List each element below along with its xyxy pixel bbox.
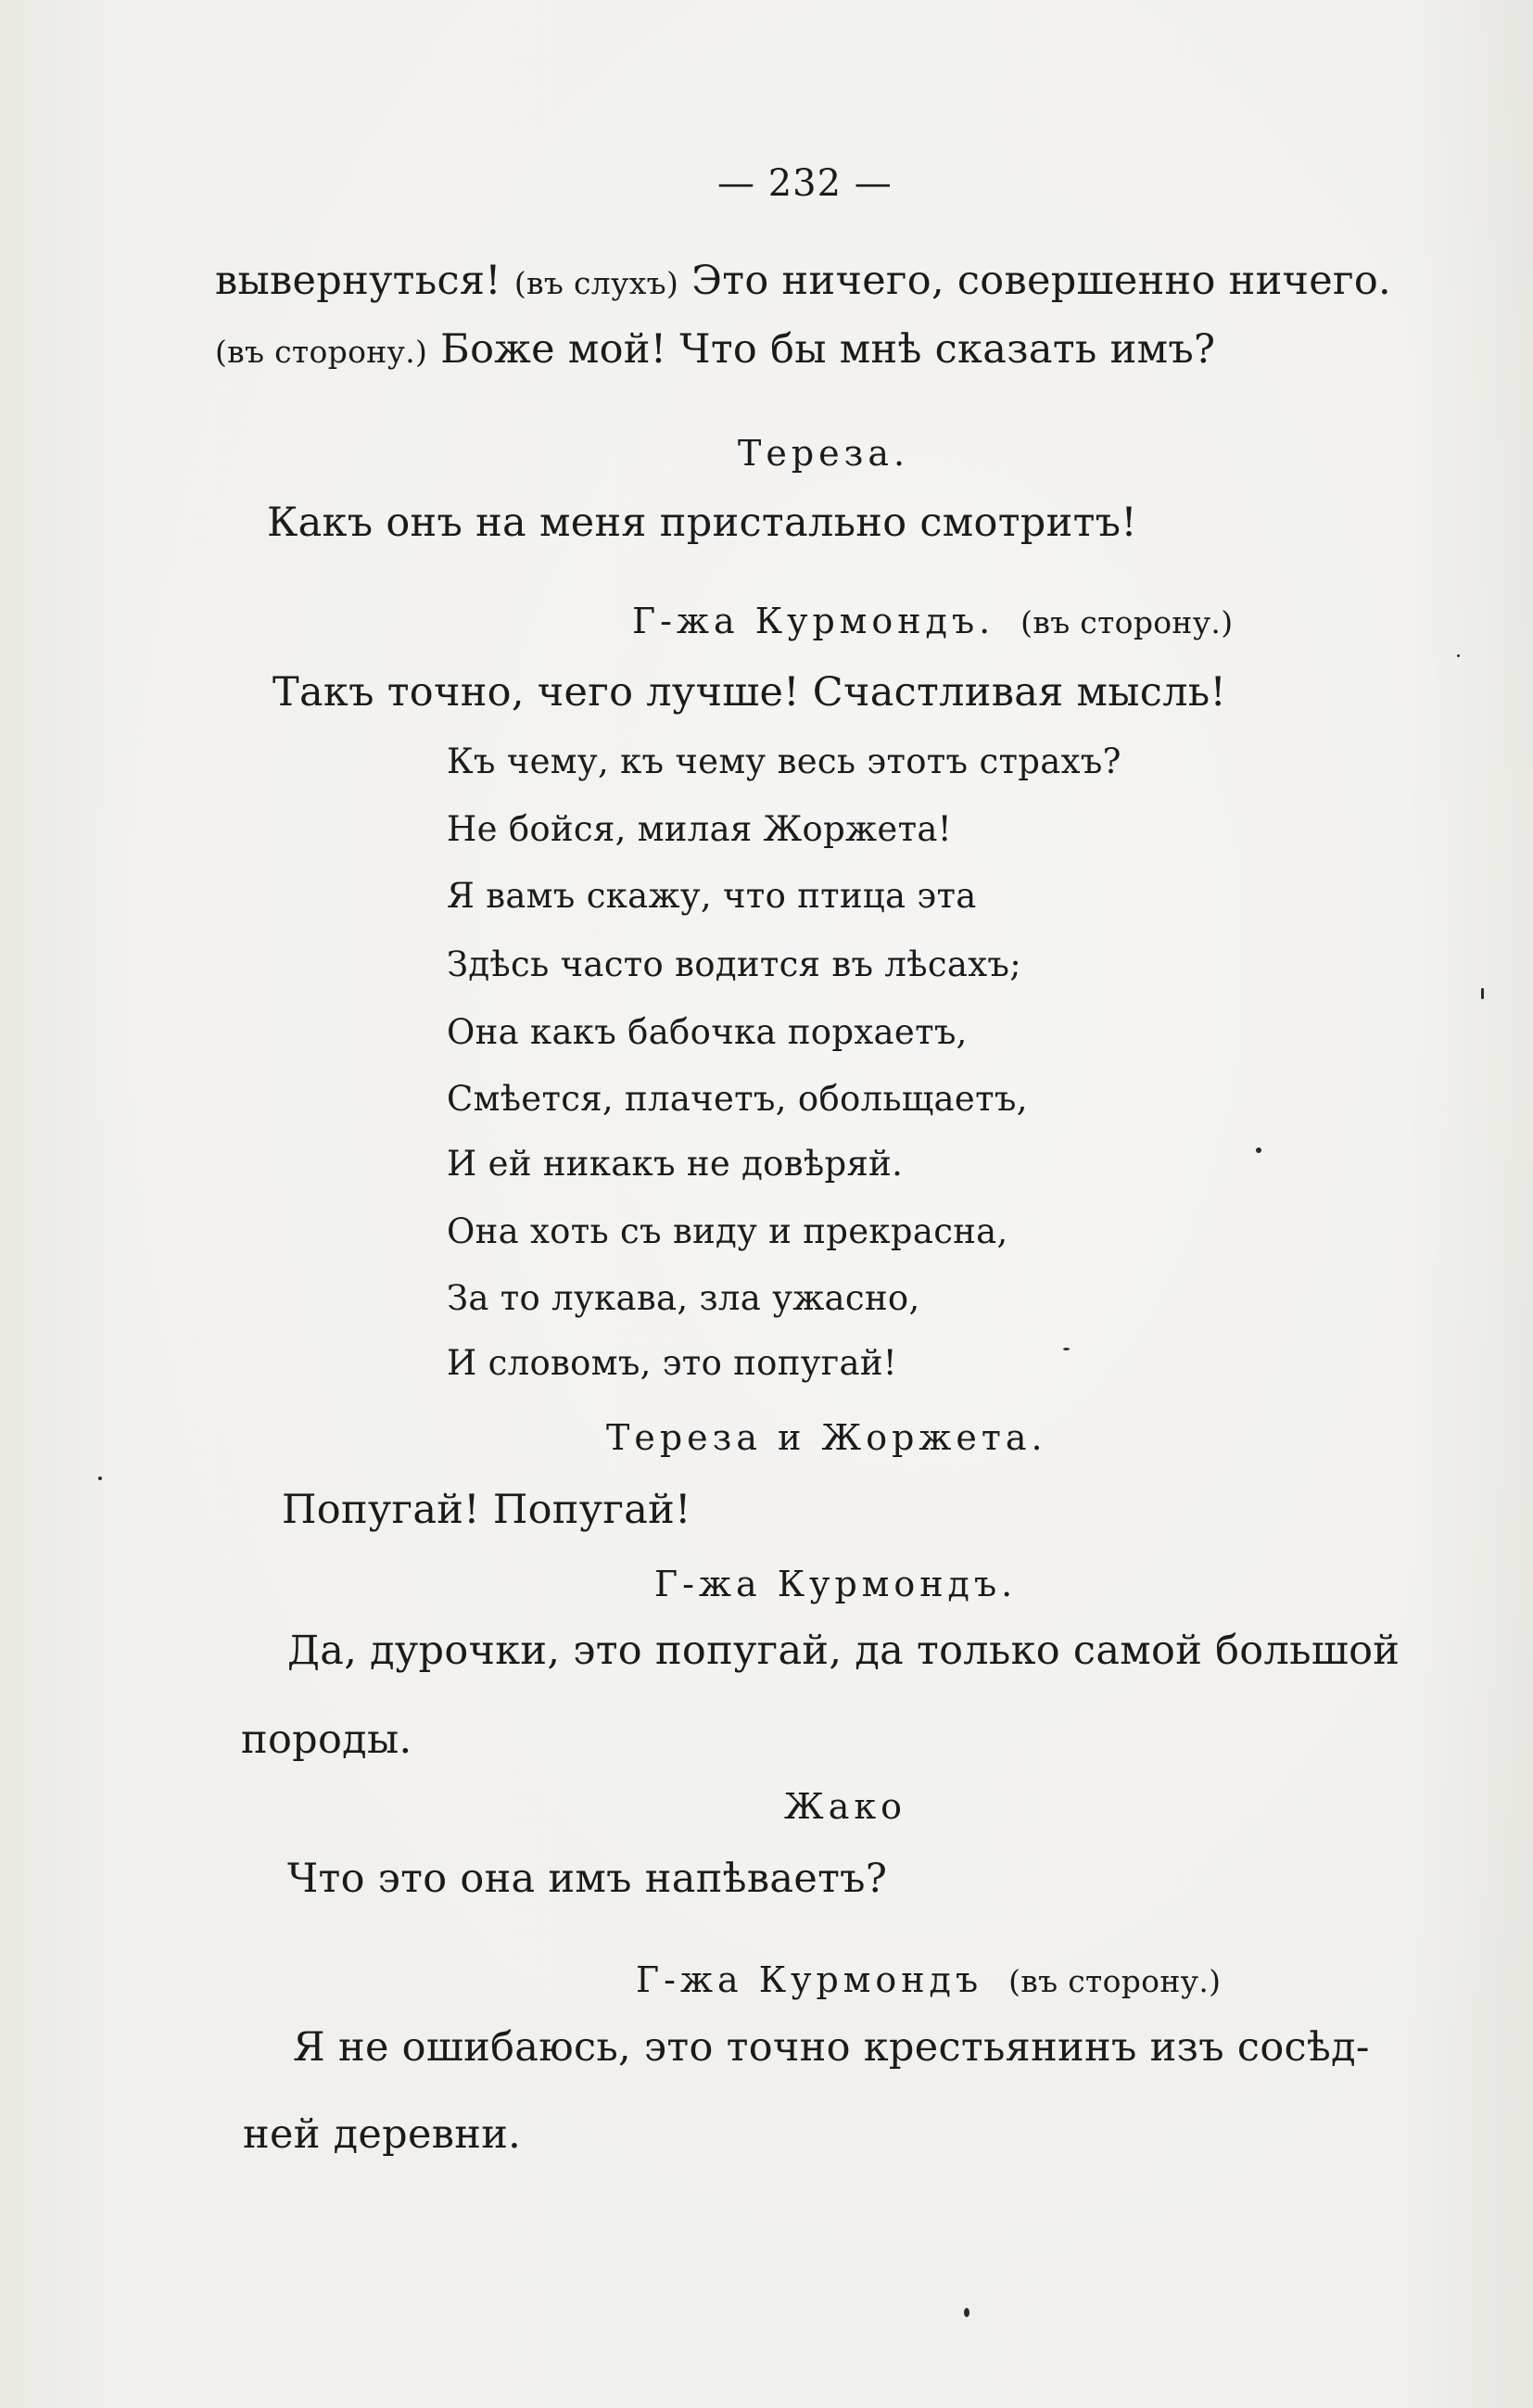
prose-line xyxy=(287,1628,1400,1674)
verse-line: Здѣсь часто водится въ лѣсахъ; xyxy=(447,944,1021,984)
prose-text: Боже мой! Что бы мнѣ сказать имъ? xyxy=(427,326,1216,373)
prose-text: вывернуться! xyxy=(215,258,514,304)
prose-text: Что это она имъ напѣваетъ? xyxy=(287,1856,888,1902)
verse-line: И ей никакъ не довѣряй. xyxy=(447,1144,904,1184)
verse-line: Къ чему, къ чему весь этотъ страхъ? xyxy=(447,741,1121,781)
stage-direction: (въ сторону.) xyxy=(215,334,428,370)
verse-line: Смѣется, плачетъ, обольщаетъ, xyxy=(447,1079,1028,1119)
scan-speck xyxy=(964,2308,969,2317)
speaker-name: Г-жа Курмондъ. xyxy=(654,1564,1018,1604)
scan-speck xyxy=(1481,988,1484,999)
page-number: — 232 — xyxy=(717,162,893,205)
scan-speck xyxy=(1063,1348,1070,1350)
stage-direction: (въ сторону.) xyxy=(1008,1963,1222,1999)
prose-text: ней деревни. xyxy=(243,2111,522,2158)
speaker-name: Тереза. xyxy=(738,433,910,474)
speaker-line xyxy=(632,601,1233,640)
prose-text: Это ничего, совершенно ничего. xyxy=(678,258,1392,304)
prose-line xyxy=(241,1717,412,1763)
verse-line: И словомъ, это попугай! xyxy=(447,1343,897,1383)
verse-line: Она какъ бабочка порхаетъ, xyxy=(447,1012,968,1052)
stage-direction: (въ сторону.) xyxy=(1020,604,1234,640)
speaker-name: Г-жа Курмондъ xyxy=(636,1959,983,2000)
prose-text: Попугай! Попугай! xyxy=(282,1487,691,1533)
prose-text: Я не ошибаюсь, это точно крестьянинъ изъ сосѣд- xyxy=(293,2024,1370,2071)
prose-text: Да, дурочки, это попугай, да только самой большой xyxy=(287,1628,1400,1674)
prose-line xyxy=(267,500,1137,546)
verse-line: Я вамъ скажу, что птица эта xyxy=(447,876,977,916)
speaker-name: Жако xyxy=(784,1786,906,1827)
prose-line xyxy=(293,2024,1370,2071)
prose-text: Какъ онъ на меня пристально смотритъ! xyxy=(267,500,1137,546)
verse-line: Она хоть съ виду и прекрасна, xyxy=(447,1211,1008,1251)
speaker-name: Г-жа Курмондъ. xyxy=(632,601,995,641)
scan-speck xyxy=(98,1476,102,1480)
speaker-line xyxy=(636,1959,1221,1999)
prose-line xyxy=(243,2111,522,2158)
prose-line xyxy=(287,1856,888,1902)
scan-speck xyxy=(1457,654,1460,657)
prose-line xyxy=(215,326,1216,373)
speaker-name: Тереза и Жоржета. xyxy=(606,1417,1047,1458)
prose-line xyxy=(272,669,1227,716)
prose-line xyxy=(215,258,1392,304)
prose-line xyxy=(282,1487,691,1533)
scan-speck xyxy=(1256,1147,1261,1153)
verse-line: Не бойся, милая Жоржета! xyxy=(447,809,952,849)
verse-line: За то лукава, зла ужасно, xyxy=(447,1278,920,1318)
prose-text: породы. xyxy=(241,1717,412,1763)
prose-text: Такъ точно, чего лучше! Счастливая мысль! xyxy=(272,669,1227,716)
stage-direction: (въ слухъ) xyxy=(513,265,679,301)
